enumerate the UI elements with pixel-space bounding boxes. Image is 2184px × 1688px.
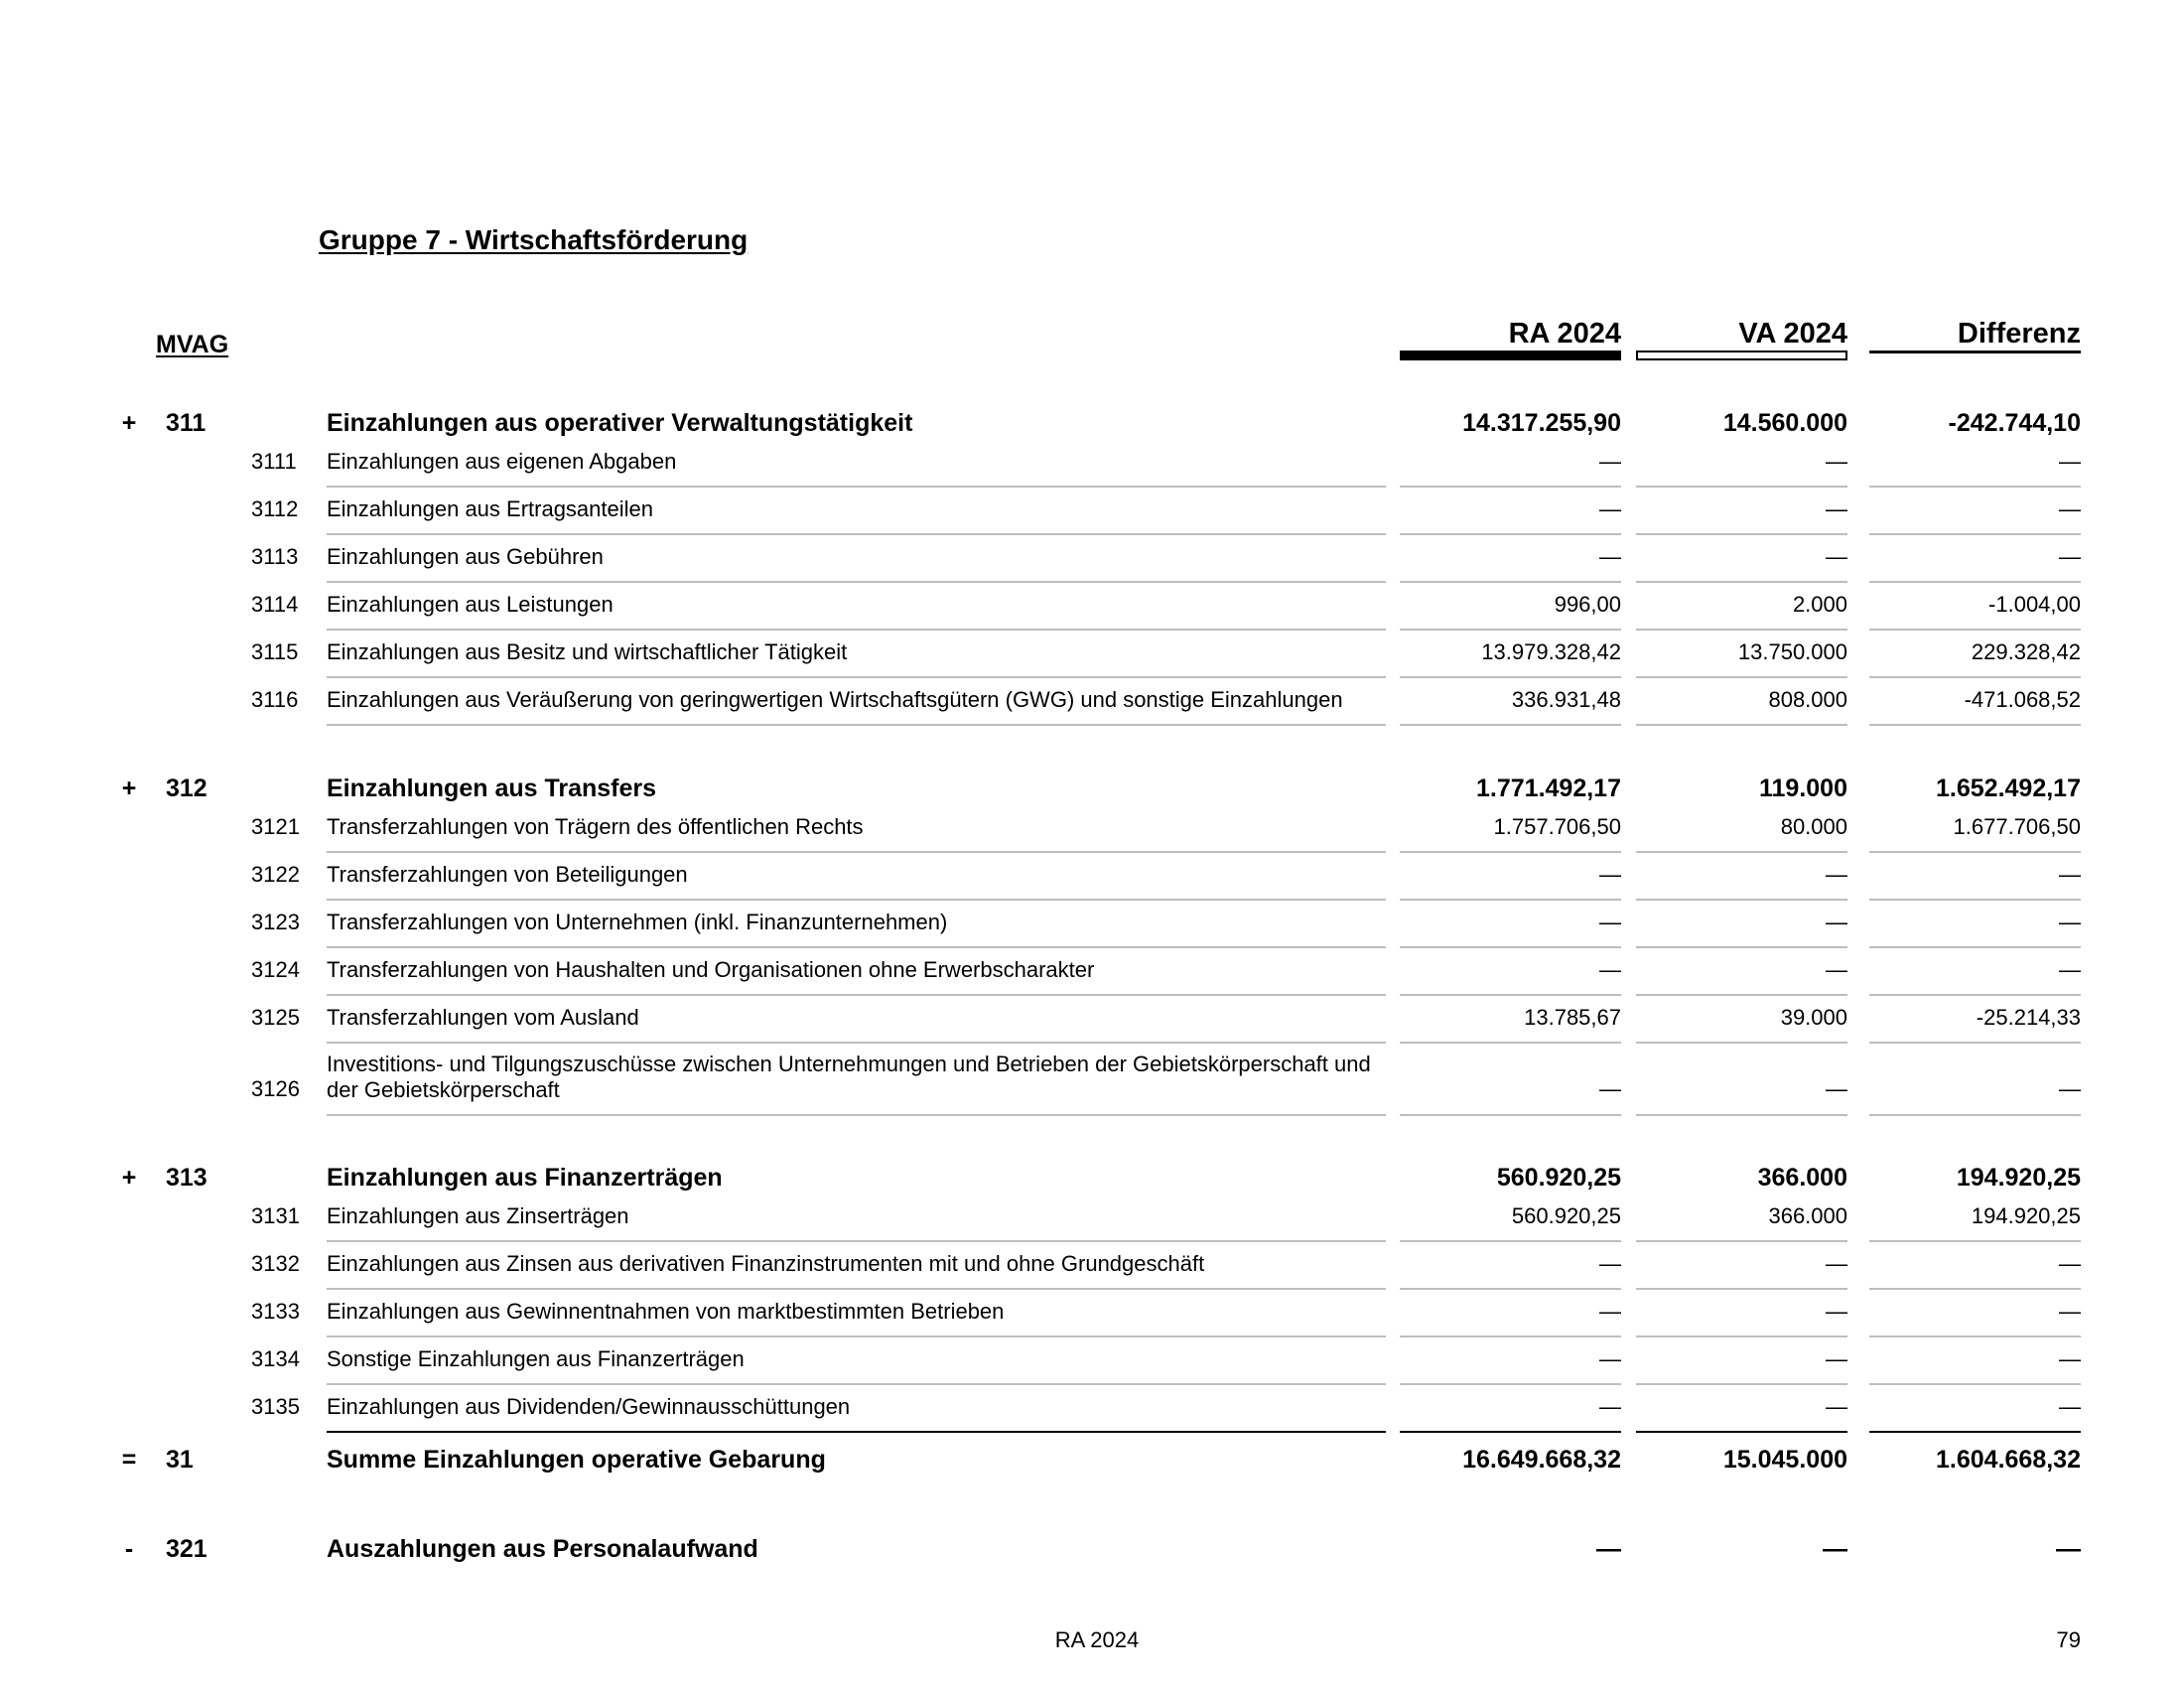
row-divider — [1869, 851, 2081, 853]
value-diff: 194.920,25 — [1956, 1164, 2081, 1192]
value-va: — — [1826, 862, 1847, 887]
value-ra: 996,00 — [1554, 592, 1621, 617]
row-label: Einzahlungen aus eigenen Abgaben — [327, 449, 677, 474]
value-ra: 336.931,48 — [1511, 687, 1621, 712]
value-diff: — — [2059, 496, 2081, 521]
row-code: 3126 — [251, 1076, 300, 1101]
row-label: Transferzahlungen vom Ausland — [327, 1005, 639, 1030]
row-code: 3123 — [251, 910, 300, 934]
row-sign: - — [124, 1535, 134, 1563]
row-divider — [1636, 1336, 1847, 1337]
row-divider — [1400, 1042, 1621, 1044]
column-header-va-2024: VA 2024 — [1738, 318, 1847, 350]
value-ra: — — [1599, 544, 1621, 569]
row-divider — [1869, 946, 2081, 948]
row-divider — [1636, 899, 1847, 901]
page-number: 79 — [2056, 1627, 2081, 1652]
value-diff: — — [2059, 910, 2081, 934]
column-header-differenz: Differenz — [1957, 318, 2081, 350]
value-ra: 13.785,67 — [1524, 1005, 1621, 1030]
row-divider — [1636, 1114, 1847, 1116]
value-ra: — — [1599, 1394, 1621, 1419]
row-divider — [1400, 1240, 1621, 1242]
row-code: 3122 — [251, 862, 300, 887]
row-divider — [1869, 1240, 2081, 1242]
value-va: — — [1826, 1076, 1847, 1101]
value-va: — — [1826, 496, 1847, 521]
row-divider — [1869, 581, 2081, 583]
row-divider — [1400, 533, 1621, 535]
value-ra: 13.979.328,42 — [1481, 639, 1621, 664]
row-divider — [1869, 1042, 2081, 1044]
value-diff: — — [2059, 1394, 2081, 1419]
row-divider — [327, 486, 1386, 488]
row-divider — [327, 1288, 1386, 1290]
section-row-321 — [0, 1535, 2184, 1579]
sum-divider — [1636, 1431, 1847, 1433]
sum-divider — [1400, 1431, 1621, 1433]
row-divider — [1636, 1042, 1847, 1044]
row-divider — [1869, 1336, 2081, 1337]
value-va: — — [1826, 957, 1847, 982]
value-ra: — — [1599, 957, 1621, 982]
row-divider — [1636, 486, 1847, 488]
row-label: Einzahlungen aus Finanzerträgen — [327, 1164, 723, 1192]
column-header-ra-2024: RA 2024 — [1508, 318, 1621, 350]
row-divider — [1636, 851, 1847, 853]
row-divider — [1636, 533, 1847, 535]
value-diff: — — [2059, 1299, 2081, 1324]
value-ra: — — [1599, 910, 1621, 934]
row-divider — [327, 994, 1386, 996]
value-diff: -25.214,33 — [1976, 1005, 2081, 1030]
value-ra: — — [1599, 496, 1621, 521]
sum-divider — [327, 1431, 1386, 1433]
row-divider — [1400, 724, 1621, 726]
row-code: 3121 — [251, 814, 300, 839]
value-ra: — — [1599, 1076, 1621, 1101]
row-divider — [1400, 676, 1621, 678]
row-divider — [1636, 946, 1847, 948]
page-title: Gruppe 7 - Wirtschaftsförderung — [319, 224, 749, 255]
value-ra: — — [1599, 449, 1621, 474]
row-label: Transferzahlungen von Trägern des öffentlichen Rechts — [327, 814, 864, 839]
row-divider — [327, 676, 1386, 678]
value-ra: 16.649.668,32 — [1462, 1446, 1621, 1474]
value-va: 39.000 — [1780, 1005, 1847, 1030]
row-divider — [1400, 1383, 1621, 1385]
row-label: Investitions- und Tilgungszuschüsse zwischen Unternehmungen und Betrieben der Gebietskörperschaft und der Gebietskörperschaft — [327, 1052, 1371, 1102]
value-diff: — — [2059, 1346, 2081, 1371]
row-code: 3116 — [251, 687, 299, 712]
sum-row-31 — [0, 1446, 2184, 1489]
value-diff: — — [2059, 1251, 2081, 1276]
row-divider — [1636, 581, 1847, 583]
value-diff: 1.652.492,17 — [1936, 774, 2081, 802]
column-bar-differenz — [1869, 351, 2081, 353]
row-label: Einzahlungen aus Leistungen — [327, 592, 614, 617]
value-va: 14.560.000 — [1722, 409, 1847, 437]
row-divider — [327, 581, 1386, 583]
row-divider — [1869, 629, 2081, 631]
value-diff: — — [2059, 544, 2081, 569]
value-diff: -471.068,52 — [1964, 687, 2081, 712]
row-code: 311 — [166, 409, 206, 437]
row-code: 3132 — [251, 1251, 300, 1276]
row-label: Einzahlungen aus Gewinnentnahmen von marktbestimmten Betrieben — [327, 1299, 1005, 1324]
row-divider — [1636, 1288, 1847, 1290]
sum-divider — [1869, 1431, 2081, 1433]
row-divider — [327, 724, 1386, 726]
section-row-311 — [0, 409, 2184, 453]
row-code: 3125 — [251, 1005, 300, 1030]
row-code: 3115 — [251, 639, 299, 664]
row-code: 3133 — [251, 1299, 300, 1324]
row-label: Einzahlungen aus Besitz und wirtschaftlicher Tätigkeit — [327, 639, 848, 664]
value-diff: 194.920,25 — [1971, 1203, 2081, 1228]
row-label: Einzahlungen aus Ertragsanteilen — [327, 496, 654, 521]
row-code: 3124 — [251, 957, 300, 982]
value-ra: 560.920,25 — [1496, 1164, 1621, 1192]
value-ra: — — [1599, 1251, 1621, 1276]
row-code: 3114 — [251, 592, 299, 617]
row-divider — [1400, 899, 1621, 901]
row-label: Einzahlungen aus Transfers — [327, 774, 657, 802]
footer-report-name: RA 2024 — [1054, 1627, 1140, 1652]
value-ra: — — [1599, 1299, 1621, 1324]
value-va: 119.000 — [1759, 774, 1847, 802]
row-code: 3113 — [251, 544, 299, 569]
value-diff: -242.744,10 — [1948, 409, 2081, 437]
row-code: 313 — [166, 1164, 207, 1192]
value-diff: 1.604.668,32 — [1936, 1446, 2081, 1474]
row-divider — [1869, 1114, 2081, 1116]
value-ra: — — [1599, 1346, 1621, 1371]
value-va: — — [1826, 910, 1847, 934]
row-sign: + — [121, 774, 137, 802]
row-code: 3134 — [251, 1346, 300, 1371]
row-label: Auszahlungen aus Personalaufwand — [327, 1535, 758, 1563]
value-diff: — — [2059, 957, 2081, 982]
column-bar-ra — [1400, 351, 1621, 360]
value-ra: 1.771.492,17 — [1476, 774, 1621, 802]
row-divider — [327, 533, 1386, 535]
row-divider — [327, 1336, 1386, 1337]
row-divider — [327, 1042, 1386, 1044]
row-divider — [327, 899, 1386, 901]
value-va: — — [1823, 1535, 1847, 1563]
row-code: 3131 — [251, 1203, 300, 1228]
section-row-312 — [0, 774, 2184, 818]
row-label: Transferzahlungen von Beteiligungen — [327, 862, 688, 887]
value-diff: — — [2059, 449, 2081, 474]
row-code: 31 — [166, 1446, 194, 1474]
row-divider — [327, 946, 1386, 948]
row-divider — [1400, 486, 1621, 488]
row-divider — [1869, 486, 2081, 488]
row-divider — [1636, 724, 1847, 726]
row-label: Einzahlungen aus Zinserträgen — [327, 1203, 629, 1228]
row-label: Einzahlungen aus Dividenden/Gewinnausschüttungen — [327, 1394, 851, 1419]
row-divider — [1400, 1288, 1621, 1290]
row-divider — [1869, 899, 2081, 901]
value-va: 366.000 — [1768, 1203, 1847, 1228]
column-bar-va — [1636, 351, 1847, 360]
row-divider — [327, 1383, 1386, 1385]
row-label: Einzahlungen aus Gebühren — [327, 544, 604, 569]
row-sign: + — [121, 1164, 137, 1192]
value-va: — — [1826, 1394, 1847, 1419]
value-va: — — [1826, 449, 1847, 474]
value-va: 80.000 — [1780, 814, 1847, 839]
row-code: 3111 — [251, 449, 297, 474]
row-label: Sonstige Einzahlungen aus Finanzerträgen — [327, 1346, 745, 1371]
value-ra: 560.920,25 — [1511, 1203, 1621, 1228]
value-ra: 1.757.706,50 — [1493, 814, 1621, 839]
mvag-header: MVAG — [156, 331, 229, 358]
section-row-313 — [0, 1164, 2184, 1207]
row-divider — [1869, 1288, 2081, 1290]
value-va: — — [1826, 544, 1847, 569]
value-ra: — — [1596, 1535, 1621, 1563]
row-divider — [1636, 994, 1847, 996]
row-divider — [1869, 994, 2081, 996]
row-code: 312 — [166, 774, 207, 802]
value-va: — — [1826, 1251, 1847, 1276]
row-divider — [1400, 1114, 1621, 1116]
row-divider — [1400, 994, 1621, 996]
row-code: 3135 — [251, 1394, 300, 1419]
row-divider — [1400, 629, 1621, 631]
row-code: 3112 — [251, 496, 299, 521]
row-divider — [1636, 1240, 1847, 1242]
row-divider — [1636, 629, 1847, 631]
value-diff: -1.004,00 — [1988, 592, 2081, 617]
row-divider — [1869, 533, 2081, 535]
row-divider — [1869, 1383, 2081, 1385]
value-va: 2.000 — [1792, 592, 1847, 617]
row-sign: = — [121, 1446, 137, 1474]
row-label: Transferzahlungen von Unternehmen (inkl. Finanzunternehmen) — [327, 910, 948, 934]
value-diff: 1.677.706,50 — [1953, 814, 2081, 839]
row-divider — [1636, 676, 1847, 678]
row-divider — [1869, 724, 2081, 726]
row-divider — [327, 851, 1386, 853]
row-code: 321 — [166, 1535, 207, 1563]
value-va: 13.750.000 — [1737, 639, 1847, 664]
value-va: — — [1826, 1299, 1847, 1324]
row-label: Einzahlungen aus operativer Verwaltungstätigkeit — [327, 409, 913, 437]
value-diff: — — [2059, 1076, 2081, 1101]
row-divider — [1400, 1336, 1621, 1337]
value-va: 808.000 — [1768, 687, 1847, 712]
value-ra: 14.317.255,90 — [1462, 409, 1621, 437]
row-divider — [327, 629, 1386, 631]
row-divider — [1636, 1383, 1847, 1385]
row-label: Einzahlungen aus Zinsen aus derivativen Finanzinstrumenten mit und ohne Grundgeschäft — [327, 1251, 1205, 1276]
value-va: 15.045.000 — [1722, 1446, 1847, 1474]
row-sign: + — [121, 409, 137, 437]
row-divider — [327, 1240, 1386, 1242]
row-divider — [327, 1114, 1386, 1116]
row-divider — [1869, 676, 2081, 678]
row-divider — [1400, 946, 1621, 948]
value-ra: — — [1599, 862, 1621, 887]
row-divider — [1400, 581, 1621, 583]
value-diff: — — [2059, 862, 2081, 887]
value-diff: 229.328,42 — [1971, 639, 2081, 664]
value-va: 366.000 — [1757, 1164, 1847, 1192]
row-label: Transferzahlungen von Haushalten und Organisationen ohne Erwerbscharakter — [327, 957, 1095, 982]
value-va: — — [1826, 1346, 1847, 1371]
value-diff: — — [2056, 1535, 2081, 1563]
row-label: Einzahlungen aus Veräußerung von geringwertigen Wirtschaftsgütern (GWG) und sonstige Einzahlungen — [327, 687, 1343, 712]
row-label: Summe Einzahlungen operative Gebarung — [327, 1446, 826, 1474]
row-divider — [1400, 851, 1621, 853]
